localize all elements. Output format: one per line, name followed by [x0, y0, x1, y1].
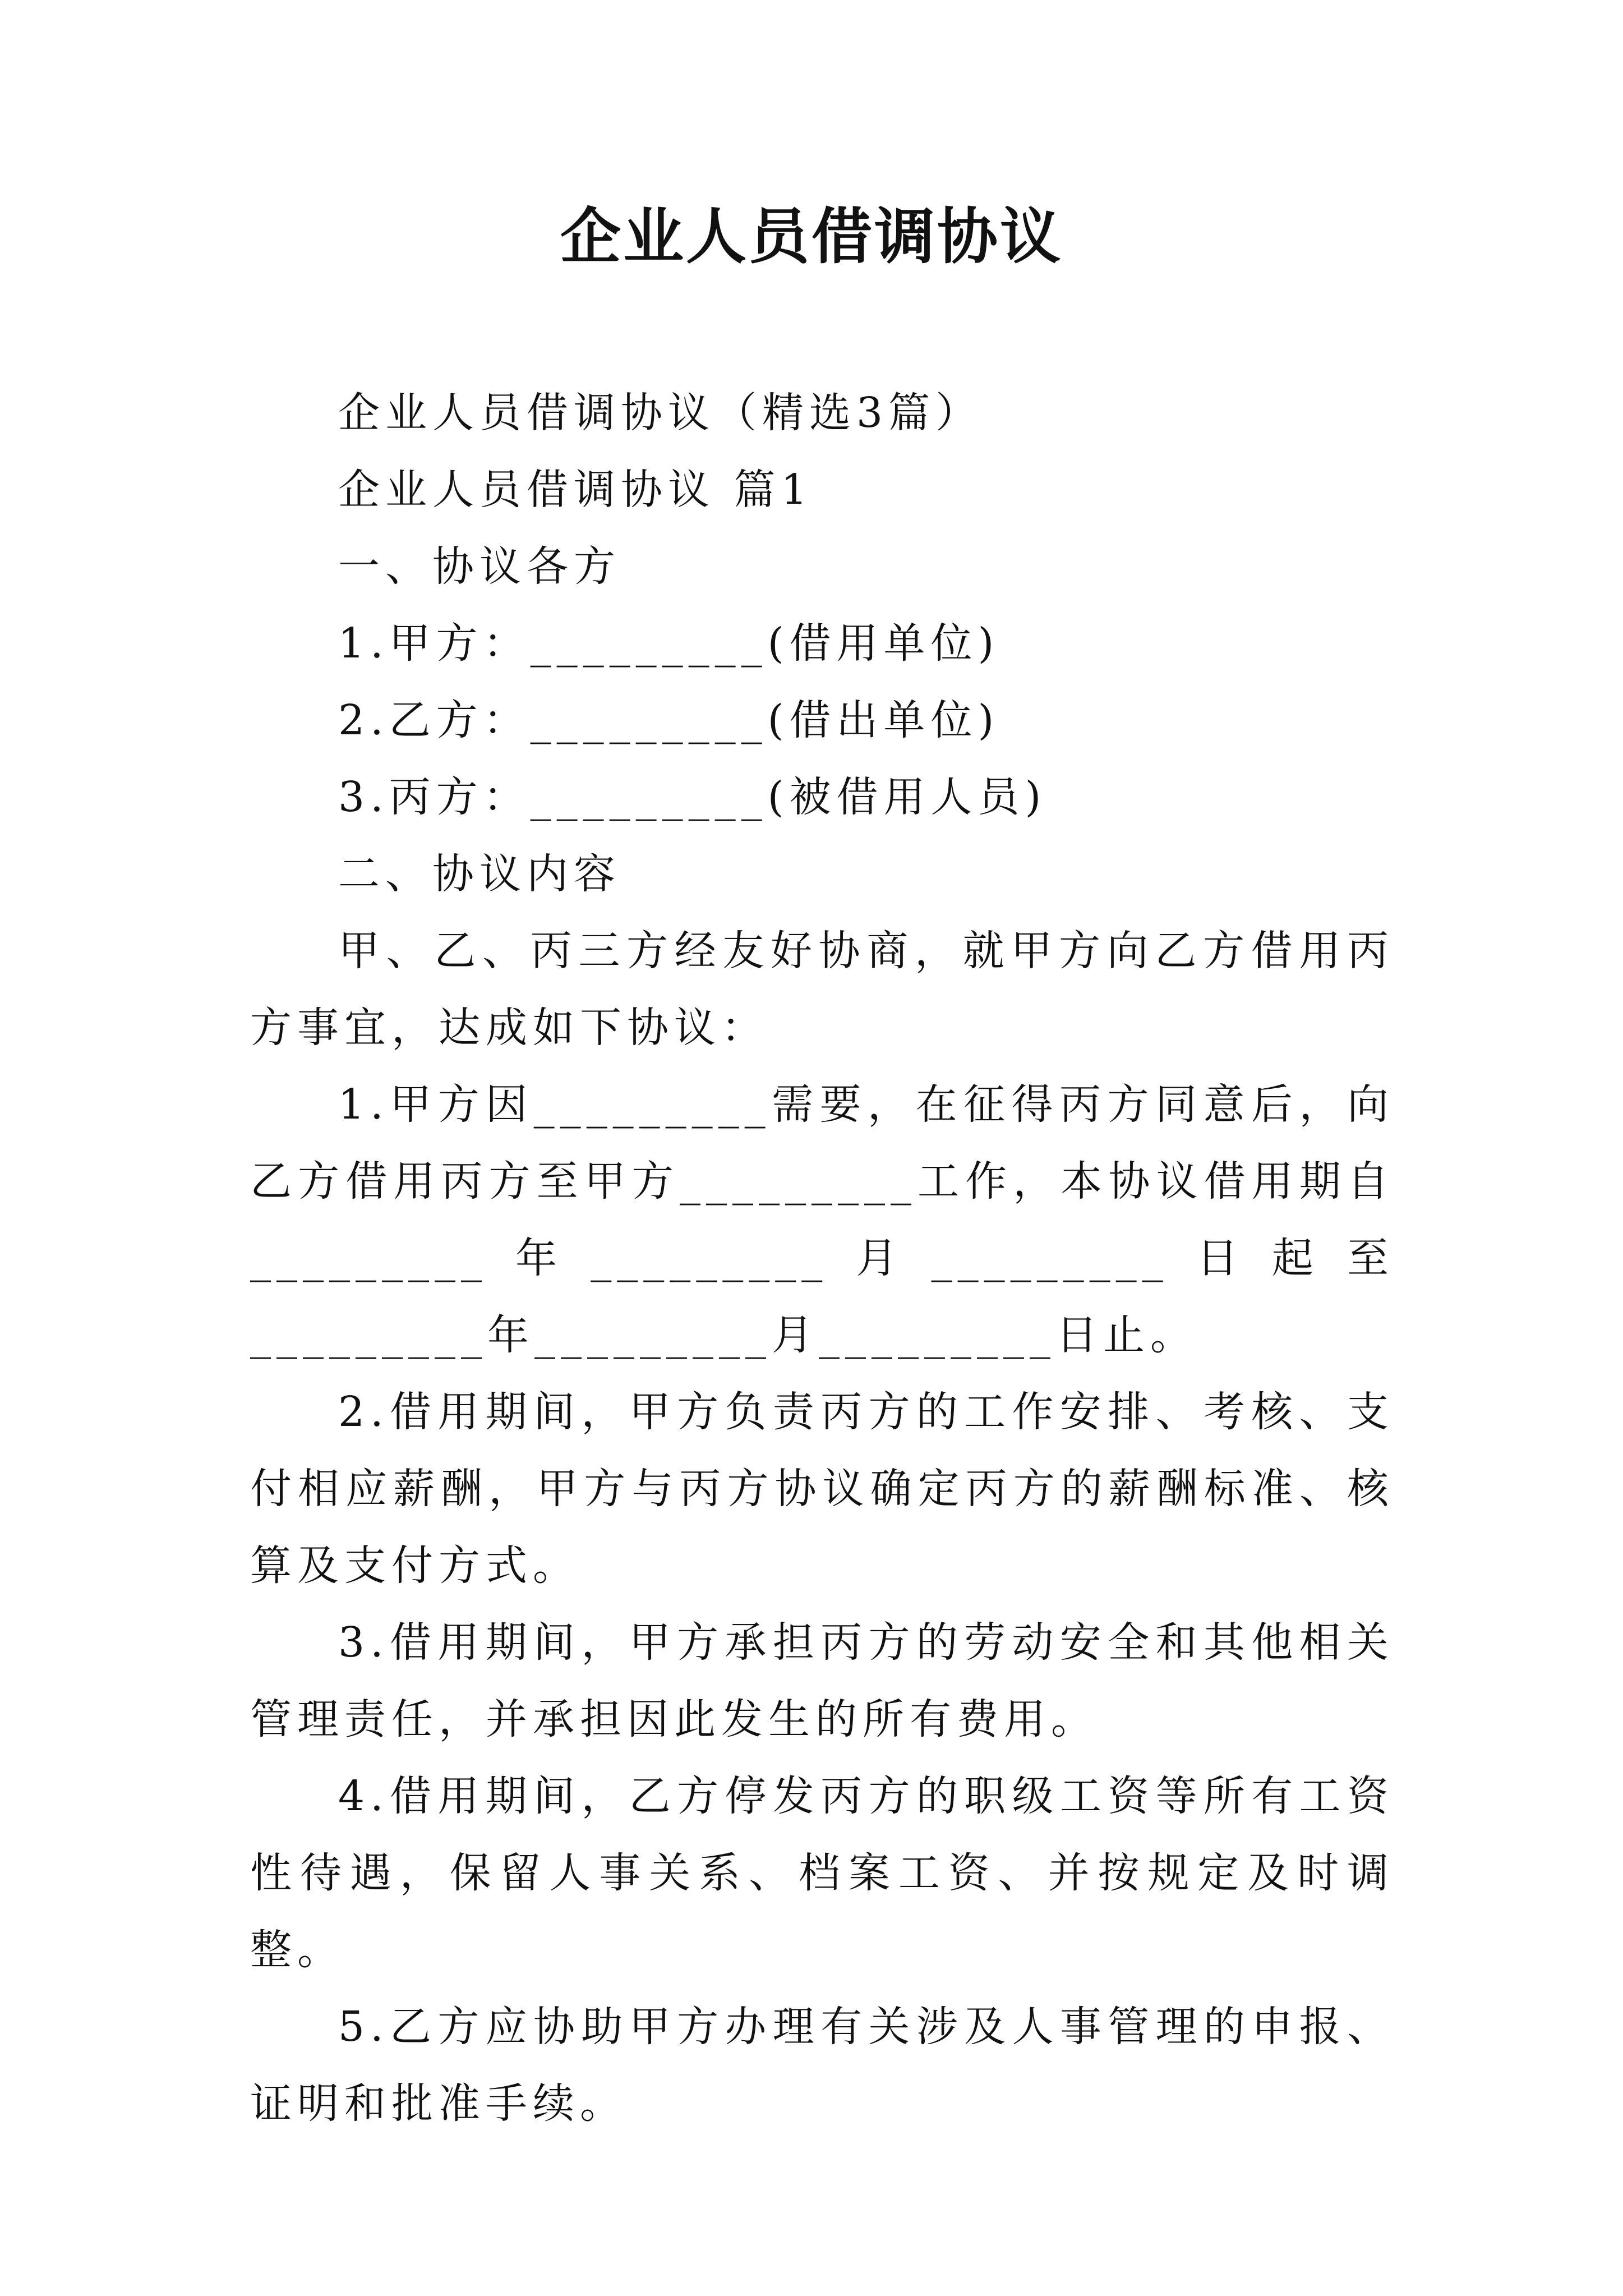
clause-2: 2.借用期间，甲方负责丙方的工作安排、考核、支付相应薪酬，甲方与丙方协议确定丙方的薪酬标准、核算及支付方式。: [250, 1388, 1394, 1590]
heading-parties: 一、协议各方: [338, 542, 621, 591]
clause-4: 4.借用期间，乙方停发丙方的职级工资等所有工资性待遇，保留人事关系、档案工资、并按规定及时调整。: [250, 1772, 1394, 1974]
clause-1: 1.甲方因_________需要，在征得丙方同意后，向乙方借用丙方至甲方_________工作，本协议借用期自_________年_________月_________日起至_________年_________月_________日止。: [250, 1080, 1394, 1359]
paragraph-subtitle: 企业人员借调协议（精选3篇）: [338, 389, 983, 437]
clause-3: 3.借用期间，甲方承担丙方的劳动安全和其他相关管理责任，并承担因此发生的所有费用。: [250, 1618, 1394, 1743]
paragraph-intro: 甲、乙、丙三方经友好协商，就甲方向乙方借用丙方事宜，达成如下协议：: [250, 927, 1394, 1052]
paragraph-section-title: 企业人员借调协议 篇1: [338, 466, 813, 514]
document-body: [250, 375, 1394, 2142]
party-c-line: 3.丙方：_________(被借用人员): [338, 773, 1047, 821]
party-b-line: 2.乙方：_________(借出单位): [338, 696, 1000, 744]
clause-5: 5.乙方应协助甲方办理有关涉及人事管理的申报、证明和批准手续。: [250, 2003, 1394, 2128]
party-a-line: 1.甲方：_________(借用单位): [338, 619, 1000, 668]
heading-content: 二、协议内容: [338, 850, 621, 898]
document-title: 企业人员借调协议: [560, 201, 1063, 272]
